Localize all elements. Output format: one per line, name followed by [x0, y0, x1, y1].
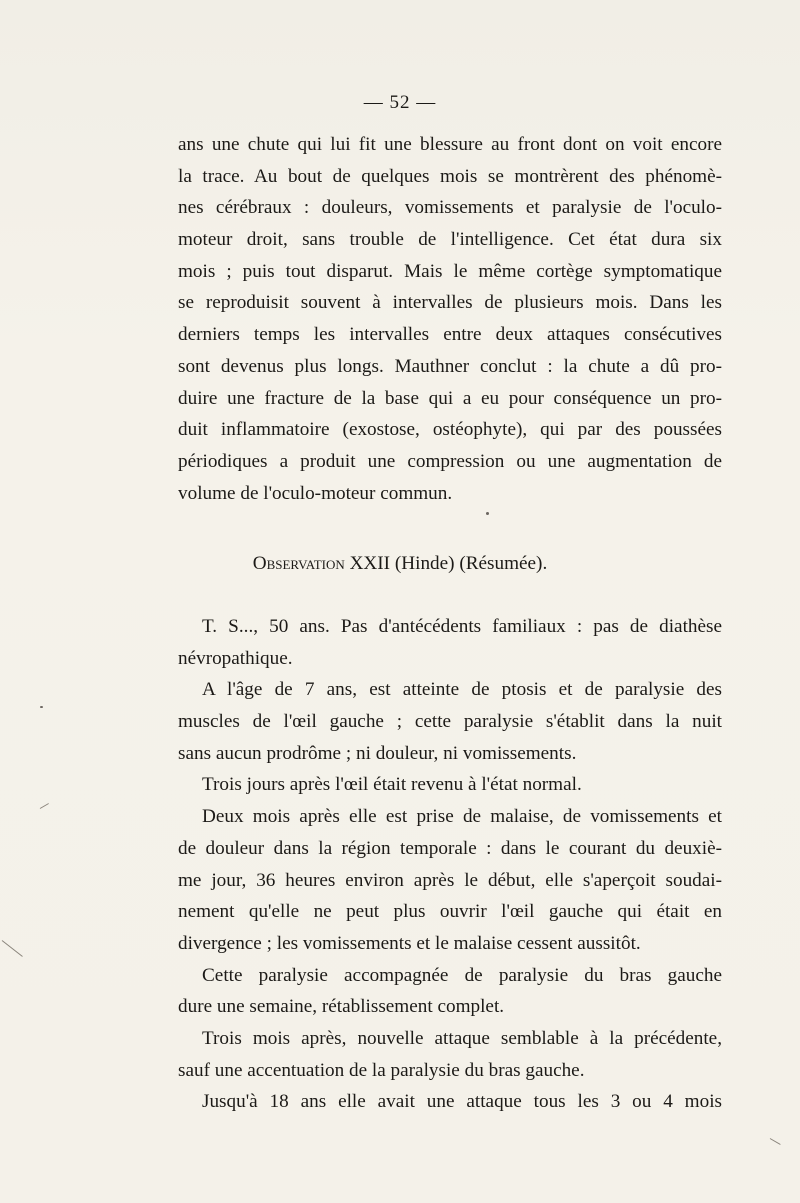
text-line: moteur droit, sans trouble de l'intelligence. Cet état dura six: [178, 229, 722, 251]
scan-stroke: [770, 1138, 781, 1145]
text-line: sans aucun prodrôme ; ni douleur, ni vomissements.: [178, 742, 577, 764]
text-line: périodiques a produit une compression ou une augmentation de: [178, 450, 722, 472]
text-line: nes cérébraux : douleurs, vomissements et paralysie de l'oculo-: [178, 197, 722, 219]
text-line: sauf une accentuation de la paralysie du bras gauche.: [178, 1059, 585, 1081]
observation-label: Observation: [252, 553, 345, 574]
text-line: duire une fracture de la base qui a eu pour conséquence un pro-: [178, 387, 722, 409]
text-line: mois ; puis tout disparut. Mais le même cortège symptomatique: [178, 260, 722, 282]
text-line: divergence ; les vomissements et le malaise cessent aussitôt.: [178, 932, 641, 954]
text-line: dure une semaine, rétablissement complet.: [178, 996, 505, 1018]
scan-speck: [486, 512, 489, 515]
text-line: T. S..., 50 ans. Pas d'antécédents familiaux : pas de diathèse: [202, 616, 722, 637]
page-number: — 52 —: [363, 92, 437, 113]
text-line: la trace. Au bout de quelques mois se montrèrent des phénomè-: [178, 165, 722, 187]
text-line: Trois mois après, nouvelle attaque semblable à la précédente,: [202, 1027, 722, 1049]
text-line: volume de l'oculo-moteur commun.: [178, 482, 453, 504]
text-line: Trois jours après l'œil était revenu à l'état normal.: [202, 774, 582, 796]
observation-heading: [0, 553, 800, 575]
scan-stroke: [2, 940, 23, 957]
paragraph-mauthner: [178, 129, 722, 509]
text-line: nement qu'elle ne peut plus ouvrir l'œil gauche qui était en: [178, 901, 722, 923]
text-line: derniers temps les intervalles entre deux attaques consécutives: [178, 324, 722, 346]
text-line: sont devenus plus longs. Mauthner conclut : la chute a dû pro-: [178, 355, 722, 377]
text-line: Jusqu'à 18 ans elle avait une attaque tous les 3 ou 4 mois: [202, 1091, 722, 1113]
text-line: ans une chute qui lui fit une blessure au front dont on voit encore: [178, 134, 722, 155]
scan-speck: [40, 706, 43, 708]
text-line: Deux mois après elle est prise de malaise, de vomissements et: [202, 806, 722, 828]
text-line: me jour, 36 heures environ après le début, elle s'aperçoit soudai-: [178, 869, 722, 891]
observation-title: XXII (Hinde) (Résumée).: [349, 553, 548, 574]
text-line: Cette paralysie accompagnée de paralysie du bras gauche: [202, 964, 722, 986]
text-line: se reproduisit souvent à intervalles de plusieurs mois. Dans les: [178, 292, 722, 314]
text-line: duit inflammatoire (exostose, ostéophyte), qui par des poussées: [178, 419, 722, 441]
observation-body: [178, 611, 722, 1118]
text-line: névropathique.: [178, 647, 293, 669]
scan-stroke: [40, 803, 49, 809]
text-line: muscles de l'œil gauche ; cette paralysie s'établit dans la nuit: [178, 711, 722, 733]
text-line: A l'âge de 7 ans, est atteinte de ptosis et de paralysie des: [202, 679, 722, 701]
text-line: de douleur dans la région temporale : dans le courant du deuxiè-: [178, 837, 722, 859]
